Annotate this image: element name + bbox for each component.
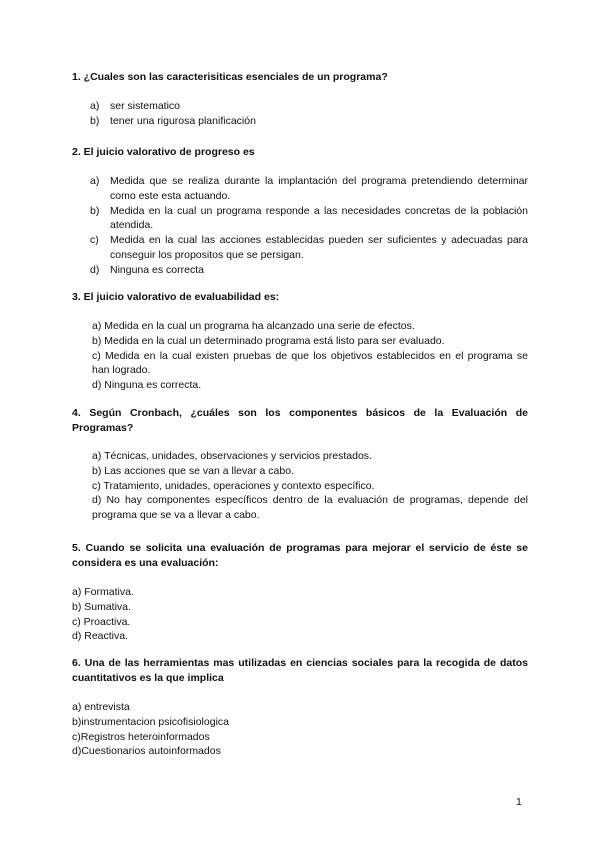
option-item: b) Sumativa. bbox=[72, 600, 131, 613]
option-item: b) Las acciones que se van a llevar a cabo. bbox=[92, 464, 294, 477]
option-list bbox=[72, 449, 528, 523]
option-item bbox=[72, 99, 528, 114]
question-6 bbox=[72, 656, 528, 759]
option-item: d) No hay componentes específicos dentro de la evaluación de programas, depende del programa que se va a llevar a cabo. bbox=[92, 494, 528, 522]
option-item: c) Tratamiento, unidades, operaciones y contexto específico. bbox=[92, 479, 375, 492]
option-item: a) Medida en la cual un programa ha alcanzado una serie de efectos. bbox=[92, 320, 415, 332]
question-3 bbox=[72, 290, 528, 393]
option-list bbox=[72, 700, 528, 759]
option-item: b)instrumentacion psicofisiologica bbox=[72, 715, 229, 728]
option-label: b) bbox=[90, 114, 100, 127]
option-list bbox=[72, 99, 528, 129]
option-item: d)Cuestionarios autoinformados bbox=[72, 745, 221, 758]
option-list bbox=[72, 174, 528, 278]
option-item: c) Medida en la cual existen pruebas de que los objetivos establecidos en el programa se han logrado. bbox=[92, 349, 528, 377]
question-4 bbox=[72, 406, 528, 523]
question-title: 3. El juicio valorativo de evaluabilidad es: bbox=[72, 291, 280, 303]
option-list bbox=[72, 585, 528, 644]
option-item bbox=[72, 233, 528, 263]
question-title: 2. El juicio valorativo de progreso es bbox=[72, 146, 255, 158]
option-item: c) Proactiva. bbox=[72, 615, 131, 628]
option-text: ser sistematico bbox=[110, 100, 181, 112]
question-2 bbox=[72, 145, 528, 278]
option-item: b) Medida en la cual un determinado programa está listo para ser evaluado. bbox=[92, 334, 445, 347]
question-5 bbox=[72, 541, 528, 644]
option-list bbox=[72, 319, 528, 393]
option-label: c) bbox=[90, 234, 99, 247]
option-label: a) bbox=[90, 175, 100, 187]
question-1 bbox=[72, 70, 528, 129]
option-item: a) Técnicas, unidades, observaciones y servicios prestados. bbox=[92, 450, 372, 462]
option-text: Medida que se realiza durante la implantación del programa pretendiendo determinar como este esta actuando. bbox=[110, 175, 528, 202]
question-title: 5. Cuando se solicita una evaluación de programas para mejorar el servicio de éste se considera es una evaluación: bbox=[72, 542, 528, 569]
option-item: a) Formativa. bbox=[72, 586, 134, 598]
question-title: 1. ¿Cuales son las caracterisiticas esenciales de un programa? bbox=[72, 71, 388, 83]
option-label: a) bbox=[90, 100, 100, 112]
option-label: d) bbox=[90, 263, 100, 276]
option-text: Medida en la cual las acciones establecidas pueden ser suficientes y adecuadas para conseguir los propositos que se persigan. bbox=[110, 234, 528, 261]
option-item bbox=[72, 114, 528, 129]
option-item bbox=[72, 204, 528, 234]
page-number: 1 bbox=[516, 796, 522, 808]
question-title: 6. Una de las herramientas mas utilizadas en ciencias sociales para la recogida de datos cuantitativos es la que implica bbox=[72, 657, 528, 684]
option-item bbox=[72, 263, 528, 278]
option-text: Medida en la cual un programa responde a las necesidades concretas de la población atendida. bbox=[110, 204, 528, 232]
option-item: c)Registros heteroinformados bbox=[72, 730, 210, 743]
question-title: 4. Según Cronbach, ¿cuáles son los componentes básicos de la Evaluación de Programas? bbox=[72, 407, 528, 434]
option-text: Ninguna es correcta bbox=[110, 263, 204, 276]
option-item bbox=[72, 174, 528, 204]
option-item: d) Reactiva. bbox=[72, 630, 129, 643]
option-label: b) bbox=[90, 204, 100, 217]
option-item: d) Ninguna es correcta. bbox=[92, 379, 202, 392]
option-item: a) entrevista bbox=[72, 701, 130, 713]
option-text: tener una rigurosa planificación bbox=[110, 114, 256, 127]
